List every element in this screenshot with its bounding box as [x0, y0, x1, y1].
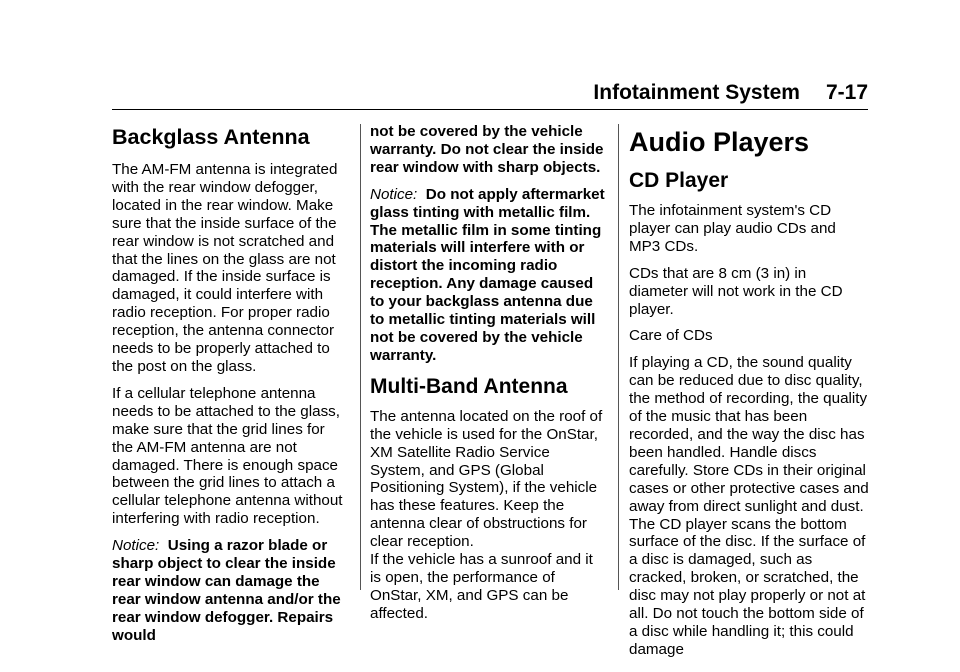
notice-text: Using a razor blade or sharp object to clear the inside rear window can damage the rear window antenna and/or the rear window defogger. Repairs would	[112, 537, 341, 644]
notice-continued: not be covered by the vehicle warranty. Do not clear the inside rear window with sharp objects.	[370, 123, 604, 176]
tinting-notice	[370, 186, 606, 365]
notice-text: Do not apply aftermarket glass tinting with metallic film. The metallic film in some tinting materials will interfere with or distort the incoming radio reception. Any damage caused to your backglass antenna due to metallic tinting materials will not be covered by the vehicle warranty.	[370, 185, 605, 364]
audio-players-heading: Audio Players	[629, 127, 810, 157]
column-divider-1	[360, 124, 361, 590]
column-2	[370, 123, 606, 632]
notice-label: Notice:	[112, 537, 160, 555]
cd-player-paragraph-2: CDs that are 8 cm (3 in) in diameter will not work in the CD player.	[629, 264, 843, 318]
care-of-cds-paragraph: If playing a CD, the sound quality can be reduced due to disc quality, the method of recording, the quality of the music that has been recorded, and the way the disc has been handled. Handle discs carefully. Store CDs in their original cases or other protective cases and away from direct sunlight and dust. The CD player scans the bottom surface of the disc. If the surface of a disc is damaged, such as cracked, broken, or scratched, the disc may not play properly or not at all. Do not touch the bottom side of a disc while handling it; this could damage	[629, 354, 869, 658]
page-header	[570, 80, 868, 106]
multi-band-antenna-heading: Multi-Band Antenna	[370, 374, 568, 398]
cd-player-heading: CD Player	[629, 169, 729, 192]
multi-band-paragraph-1: The antenna located on the roof of the vehicle is used for the OnStar, XM Satellite Radio Service System, and GPS (Global Positioning System), if the vehicle has these features. Keep the antenna clear of obstructions for clear reception.	[370, 407, 603, 551]
column-3	[629, 123, 869, 668]
cd-player-paragraph-1: The infotainment system's CD player can play audio CDs and MP3 CDs.	[629, 202, 836, 255]
header-section-title: Infotainment System	[593, 81, 800, 104]
backglass-paragraph-2: If a cellular telephone antenna needs to be attached to the glass, make sure that the grid lines for the AM-FM antenna are not damaged. There is enough space between the grid lines to attach a cellular telephone antenna without interfering with radio reception.	[112, 384, 343, 528]
care-of-cds-heading: Care of CDs	[629, 327, 713, 345]
backglass-notice	[112, 537, 350, 644]
header-rule	[112, 109, 868, 110]
column-1	[112, 123, 350, 654]
multi-band-paragraph-2: If the vehicle has a sunroof and it is open, the performance of OnStar, XM, and GPS can be affected.	[370, 551, 593, 622]
backglass-paragraph-1: The AM-FM antenna is integrated with the rear window defogger, located in the rear window. Make sure that the inside surface of the rear window is not scratched and that the lines on the glass are not damaged. If the inside surface is damaged, it could interfere with radio reception. For proper radio reception, the antenna connector needs to be properly attached to the post on the glass.	[112, 161, 338, 375]
notice-label: Notice:	[370, 185, 418, 203]
header-page-number: 7-17	[825, 81, 868, 104]
column-divider-2	[618, 124, 619, 590]
backglass-antenna-heading: Backglass Antenna	[112, 125, 310, 149]
